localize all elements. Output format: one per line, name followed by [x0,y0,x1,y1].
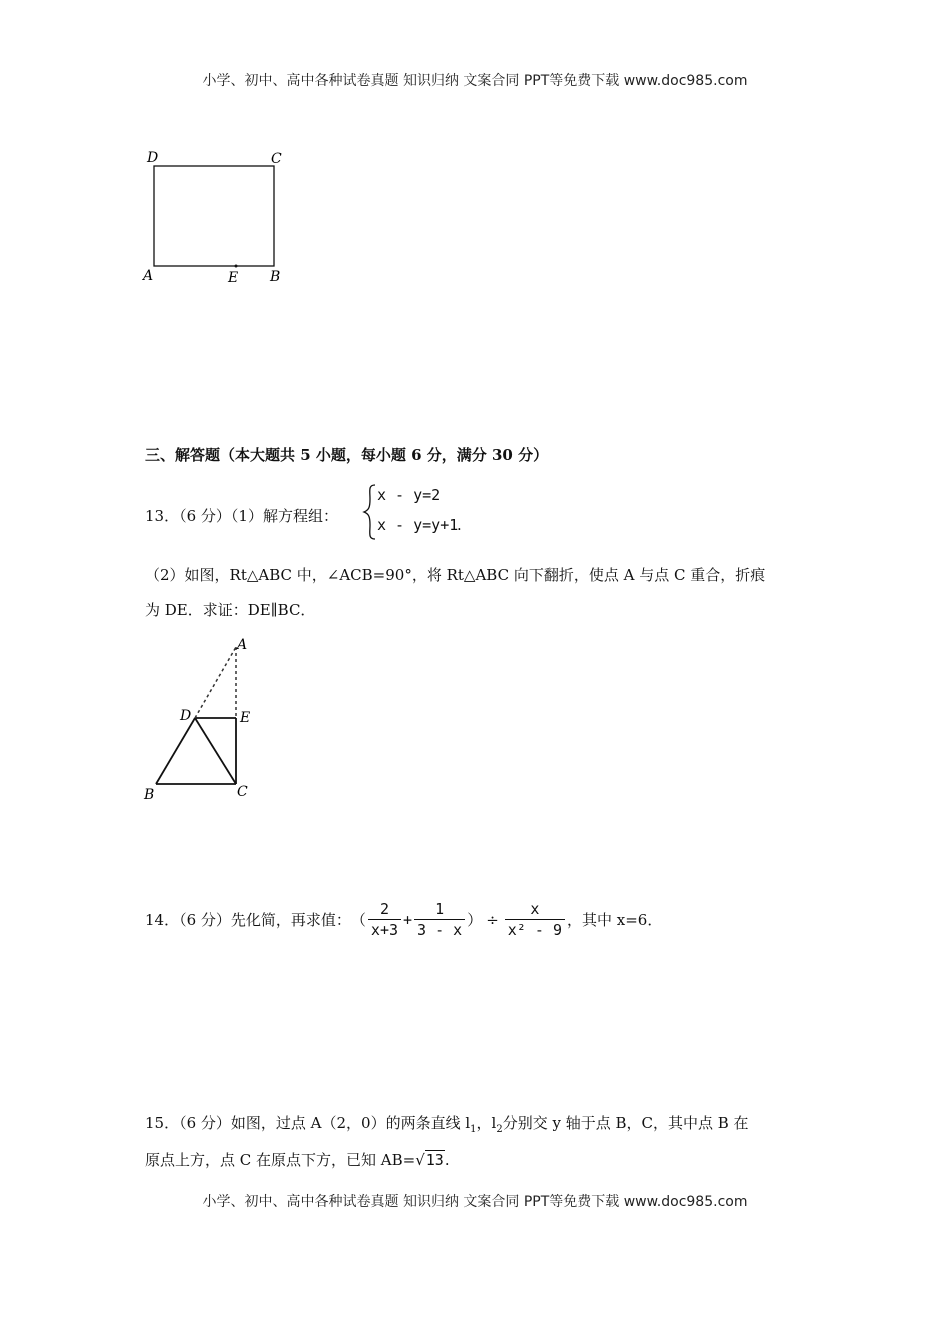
q14-open-paren: （ [350,911,366,929]
q14-fraction-2-numerator: 1 [414,900,465,920]
q13-number: 13．（6 分）（1）解方程组： [145,507,338,525]
segment-dc [195,718,236,784]
q14-fraction-1-denominator: x+3 [370,921,399,939]
section-title: 三、解答题（本大题共 5 小题，每小题 6 分，满分 30 分） [145,446,549,464]
q15-subscript-1: 1 [470,1124,477,1135]
q14-close-paren: ） [467,911,483,929]
q15-line1 [145,1112,749,1135]
label-a: A [237,637,248,653]
label-b: B [270,269,281,285]
label-b: B [144,787,155,803]
q13-equation-end: . [457,516,462,534]
q13-part2-line2: 为 DE．求证：DE∥BC． [145,601,316,619]
sqrt-icon: √ [415,1151,425,1169]
figure-fold-triangle [138,632,268,807]
dashed-segment-da [195,647,236,718]
label-d: D [147,150,159,166]
q15-line2-a: 原点上方，点 C 在原点下方，已知 AB= [145,1151,416,1169]
label-c: C [271,151,282,167]
sqrt-radicand: 13 [425,1151,444,1169]
label-d: D [180,708,192,724]
segment-bd [156,718,195,784]
q14-fraction-3-numerator: x [505,900,565,920]
point-e-marker [235,265,238,268]
q15-subscript-2: 2 [496,1124,503,1135]
q14-fraction-2-denominator: 3 - x [417,921,463,939]
label-a: A [143,268,154,284]
q13-equation-2: x - y=y+1 [377,516,459,534]
sqrt-13 [415,1151,445,1169]
label-e: E [240,710,251,726]
q14-fraction-1 [368,900,401,939]
q14-fraction-1-numerator: 2 [368,900,401,920]
q15-line2 [145,1149,450,1170]
q13-equation-1: x - y=2 [377,486,441,504]
label-c: C [237,784,248,800]
q15-line1-a: 15．（6 分）如图，过点 A（2，0）的两条直线 l [145,1114,471,1132]
q14-fraction-3-denominator: x² - 9 [507,921,562,939]
q15-line1-c: 分别交 y 轴于点 B，C，其中点 B 在 [502,1114,749,1132]
q15-line2-end: . [444,1151,450,1169]
figure-rectangle-abcd [138,145,298,290]
q14-question [145,900,662,939]
q14-fraction-2 [414,900,465,939]
rectangle-abcd [154,166,274,266]
q13-part2-line1: （2）如图，Rt△ABC 中，∠ACB=90°，将 Rt△ABC 向下翻折，使点 A 与点 C 重合，折痕 [145,566,766,584]
q14-division-sign: ÷ [486,910,499,929]
header-banner: 小学、初中、高中各种试卷真题 知识归纳 文案合同 PPT等免费下载 www.doc985.com [202,73,748,89]
q14-plus: + [403,910,413,929]
footer-banner: 小学、初中、高中各种试卷真题 知识归纳 文案合同 PPT等免费下载 www.doc985.com [202,1194,748,1210]
q14-suffix: ，其中 x=6． [566,911,663,929]
q14-fraction-3 [505,900,565,939]
label-e: E [228,270,239,286]
q15-line1-b: ，l [476,1114,497,1132]
left-brace-icon [362,483,378,541]
q14-prefix: 14．（6 分）先化简，再求值： [145,911,351,929]
